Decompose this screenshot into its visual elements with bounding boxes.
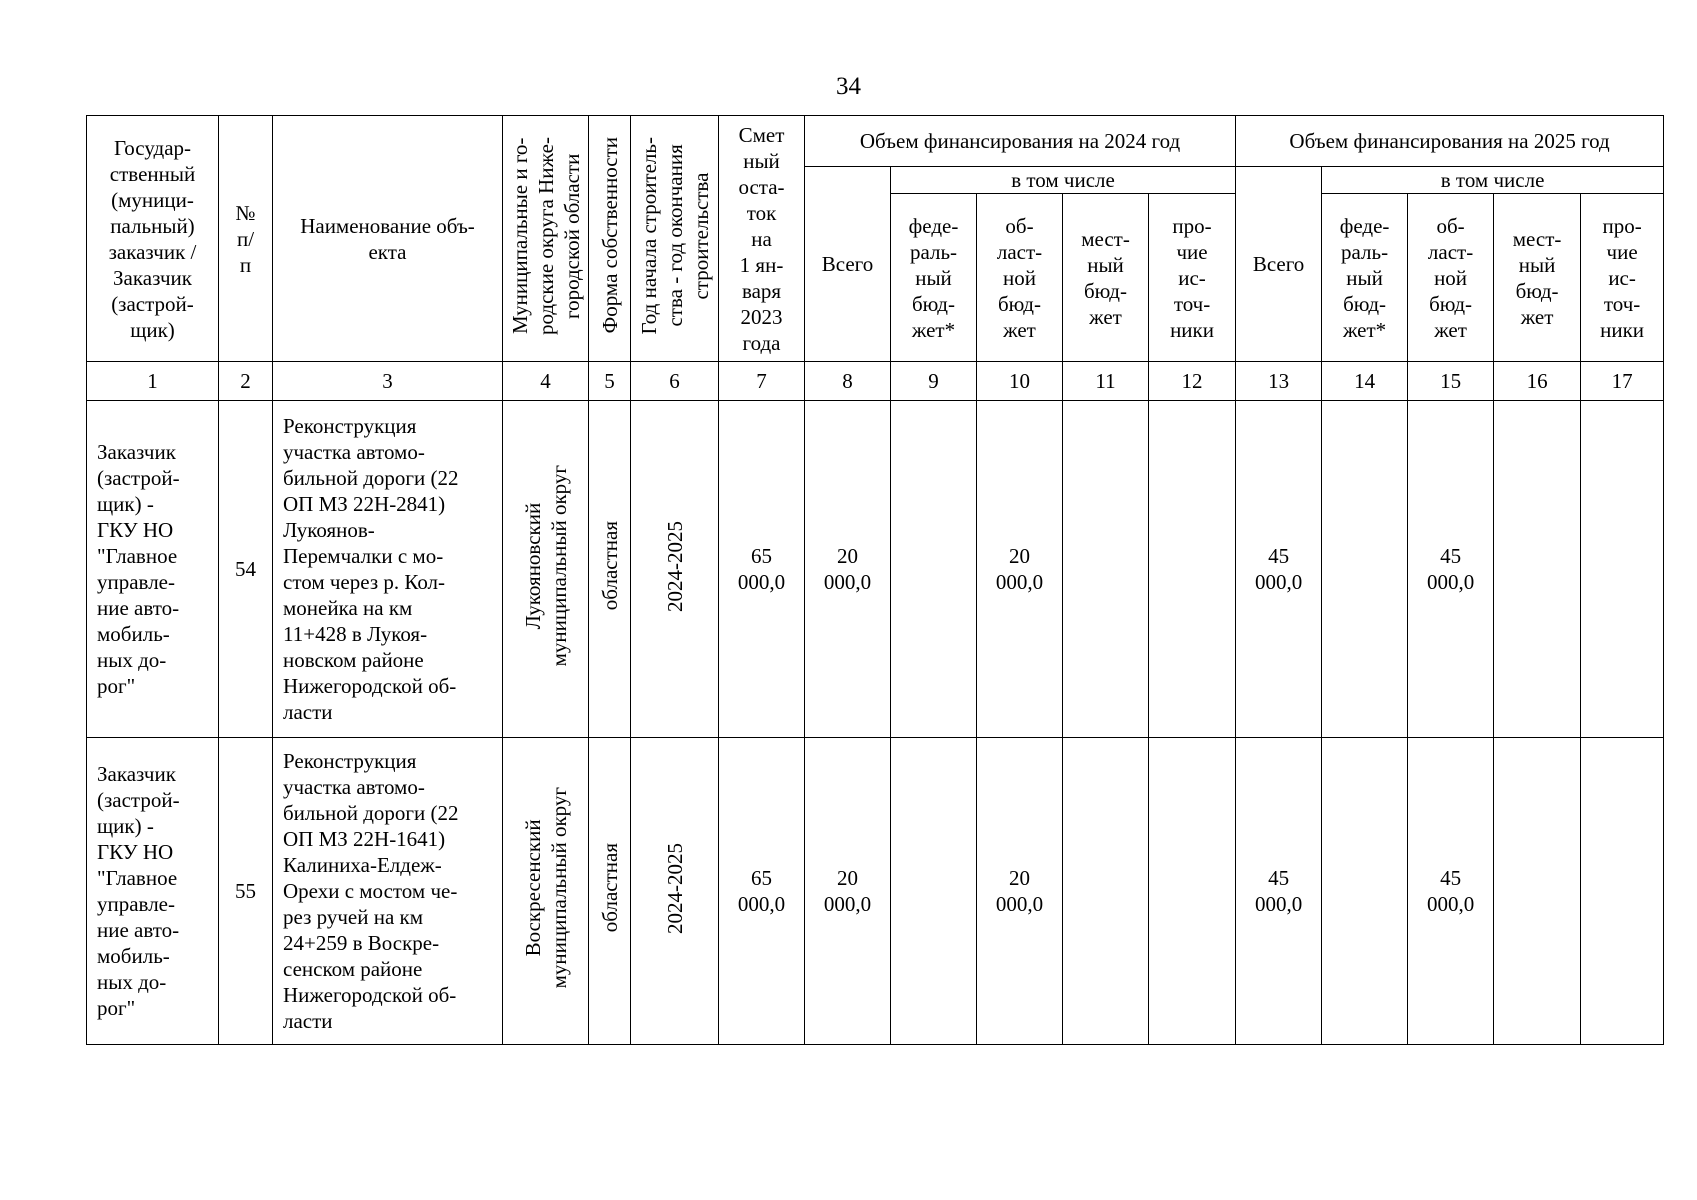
table-row	[87, 738, 1664, 1045]
header-row-top	[87, 116, 1664, 167]
column-number: 11	[1063, 362, 1149, 401]
row-local-2024	[1063, 738, 1149, 1045]
row-federal-2024	[891, 738, 977, 1045]
financing-table	[86, 115, 1664, 1045]
header-federal-2024: феде- раль- ный бюд- жет*	[891, 194, 977, 362]
row-years-cell	[631, 738, 719, 1045]
column-number: 9	[891, 362, 977, 401]
column-number: 3	[273, 362, 503, 401]
header-federal-2025: феде- раль- ный бюд- жет*	[1322, 194, 1408, 362]
header-total-2024: Всего	[805, 167, 891, 362]
column-number: 17	[1581, 362, 1664, 401]
column-number: 13	[1236, 362, 1322, 401]
row-local-2025	[1494, 738, 1581, 1045]
header-years-cell	[631, 116, 719, 362]
row-years: 2024-2025	[662, 842, 687, 934]
column-number: 10	[977, 362, 1063, 401]
row-ownership: областная	[597, 521, 622, 611]
header-regional-2024: об- ласт- ной бюд- жет	[977, 194, 1063, 362]
header-including-2025: в том числе	[1322, 167, 1664, 194]
row-other-2024	[1149, 401, 1236, 738]
column-number: 12	[1149, 362, 1236, 401]
row-total-2024: 20 000,0	[805, 401, 891, 738]
header-other-2025: про- чие ис- точ- ники	[1581, 194, 1664, 362]
row-regional-2025: 45 000,0	[1408, 738, 1494, 1045]
column-number: 8	[805, 362, 891, 401]
row-object-name: Реконструкция участка автомо- бильной дороги (22 ОП МЗ 22Н-2841) Лукоянов- Перемчалки с мо- стом через р. Кол- монейка на км 11+428 в Лукоя- новском районе Нижегородской об- ласти	[273, 401, 503, 738]
column-number: 16	[1494, 362, 1581, 401]
row-local-2025	[1494, 401, 1581, 738]
row-customer: Заказчик (застрой- щик) - ГКУ НО "Главное управле- ние авто- мобиль- ных до- рог"	[87, 401, 219, 738]
row-municipality-cell	[503, 401, 589, 738]
row-number: 55	[219, 738, 273, 1045]
row-total-2024: 20 000,0	[805, 738, 891, 1045]
row-municipality: Лукояновский муниципальный округ	[520, 465, 571, 667]
row-object-name: Реконструкция участка автомо- бильной дороги (22 ОП МЗ 22Н-1641) Калиниха-Елдеж- Орехи с мостом че- рез ручей на км 24+259 в Воскре- сенском районе Нижегородской об- ласти	[273, 738, 503, 1045]
header-fin-2025: Объем финансирования на 2025 год	[1236, 116, 1664, 167]
row-regional-2024: 20 000,0	[977, 738, 1063, 1045]
column-number-row	[87, 362, 1664, 401]
header-other-2024: про- чие ис- точ- ники	[1149, 194, 1236, 362]
header-number: № п/ п	[219, 116, 273, 362]
row-balance: 65 000,0	[719, 401, 805, 738]
page-number: 34	[836, 73, 861, 100]
row-municipality-cell	[503, 738, 589, 1045]
column-number: 7	[719, 362, 805, 401]
header-municipality-cell	[503, 116, 589, 362]
row-federal-2025	[1322, 401, 1408, 738]
column-number: 14	[1322, 362, 1408, 401]
row-customer: Заказчик (застрой- щик) - ГКУ НО "Главное управле- ние авто- мобиль- ных до- рог"	[87, 738, 219, 1045]
row-other-2025	[1581, 401, 1664, 738]
header-municipality: Муниципальные и го- родские округа Ниже- городской области	[507, 136, 584, 335]
table-row	[87, 401, 1664, 738]
row-local-2024	[1063, 401, 1149, 738]
column-number: 4	[503, 362, 589, 401]
row-years-cell	[631, 401, 719, 738]
row-balance: 65 000,0	[719, 738, 805, 1045]
header-regional-2025: об- ласт- ной бюд- жет	[1408, 194, 1494, 362]
row-years: 2024-2025	[662, 520, 687, 612]
header-including-2024: в том числе	[891, 167, 1236, 194]
row-regional-2024: 20 000,0	[977, 401, 1063, 738]
row-federal-2025	[1322, 738, 1408, 1045]
header-object-name: Наименование объ- екта	[273, 116, 503, 362]
header-customer: Государ- ственный (муници- пальный) заказчик / Заказчик (застрой- щик)	[87, 116, 219, 362]
column-number: 5	[589, 362, 631, 401]
column-number: 15	[1408, 362, 1494, 401]
row-regional-2025: 45 000,0	[1408, 401, 1494, 738]
column-number: 6	[631, 362, 719, 401]
header-ownership-cell	[589, 116, 631, 362]
row-total-2025: 45 000,0	[1236, 738, 1322, 1045]
header-local-2024: мест- ный бюд- жет	[1063, 194, 1149, 362]
row-number: 54	[219, 401, 273, 738]
header-total-2025: Всего	[1236, 167, 1322, 362]
header-fin-2024: Объем финансирования на 2024 год	[805, 116, 1236, 167]
row-ownership-cell	[589, 401, 631, 738]
row-other-2024	[1149, 738, 1236, 1045]
header-balance: Смет ный оста- ток на 1 ян- варя 2023 года	[719, 116, 805, 362]
column-number: 2	[219, 362, 273, 401]
header-ownership: Форма собственности	[597, 137, 622, 334]
row-other-2025	[1581, 738, 1664, 1045]
column-number: 1	[87, 362, 219, 401]
row-total-2025: 45 000,0	[1236, 401, 1322, 738]
row-ownership-cell	[589, 738, 631, 1045]
row-municipality: Воскресенский муниципальный округ	[520, 787, 571, 989]
header-local-2025: мест- ный бюд- жет	[1494, 194, 1581, 362]
row-federal-2024	[891, 401, 977, 738]
header-years: Год начала строитель- ства - год окончания строительства	[636, 136, 713, 335]
row-ownership: областная	[597, 843, 622, 933]
